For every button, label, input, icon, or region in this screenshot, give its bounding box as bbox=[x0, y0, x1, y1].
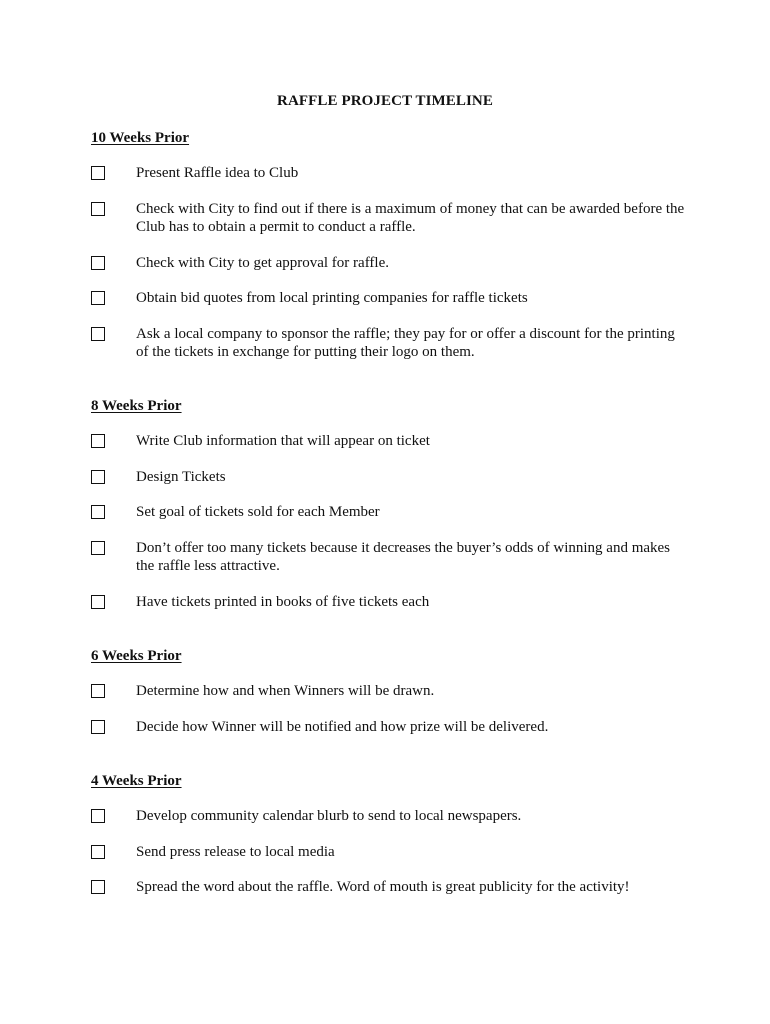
checklist-item-text: Determine how and when Winners will be drawn. bbox=[136, 683, 435, 699]
section-heading-4-weeks: 4 Weeks Prior bbox=[91, 773, 182, 789]
checklist-item-text: Write Club information that will appear on ticket bbox=[136, 433, 430, 449]
section-heading-10-weeks: 10 Weeks Prior bbox=[91, 130, 190, 146]
checkbox[interactable] bbox=[91, 434, 105, 448]
section-heading-8-weeks: 8 Weeks Prior bbox=[91, 398, 182, 414]
checklist-item-text: Develop community calendar blurb to send to local newspapers. bbox=[136, 808, 522, 824]
checklist-item-text: Check with City to find out if there is a maximum of money that can be awarded before the Club has to obtain a permit to conduct a raffle. bbox=[136, 201, 685, 235]
checkbox[interactable] bbox=[91, 880, 105, 894]
checkbox[interactable] bbox=[91, 595, 105, 609]
checklist-item-text: Check with City to get approval for raffle. bbox=[136, 255, 389, 271]
checkbox[interactable] bbox=[91, 470, 105, 484]
checkbox[interactable] bbox=[91, 845, 105, 859]
checkbox[interactable] bbox=[91, 505, 105, 519]
checklist-item-text: Present Raffle idea to Club bbox=[136, 165, 299, 181]
checklist-item-text: Design Tickets bbox=[136, 469, 226, 485]
checklist-item-text: Ask a local company to sponsor the raffle; they pay for or offer a discount for the printing of the tickets in exchange for putting their logo on them. bbox=[136, 326, 675, 360]
checkbox[interactable] bbox=[91, 720, 105, 734]
checklist-item-text: Don’t offer too many tickets because it decreases the buyer’s odds of winning and makes the raffle less attractive. bbox=[136, 540, 671, 574]
checkbox[interactable] bbox=[91, 202, 105, 216]
checklist-item-text: Have tickets printed in books of five tickets each bbox=[136, 594, 430, 610]
checkbox[interactable] bbox=[91, 541, 105, 555]
checklist-item-text: Set goal of tickets sold for each Member bbox=[136, 504, 380, 520]
checkbox[interactable] bbox=[91, 166, 105, 180]
section-heading-6-weeks: 6 Weeks Prior bbox=[91, 648, 182, 664]
checkbox[interactable] bbox=[91, 291, 105, 305]
checkbox[interactable] bbox=[91, 809, 105, 823]
checklist-item-text: Send press release to local media bbox=[136, 844, 335, 860]
checklist-item-text: Decide how Winner will be notified and how prize will be delivered. bbox=[136, 719, 549, 735]
checkbox[interactable] bbox=[91, 327, 105, 341]
checkbox[interactable] bbox=[91, 256, 105, 270]
page-title: RAFFLE PROJECT TIMELINE bbox=[277, 93, 493, 109]
checklist-item-text: Spread the word about the raffle. Word of mouth is great publicity for the activity! bbox=[136, 879, 630, 895]
checkbox[interactable] bbox=[91, 684, 105, 698]
checklist-item-text: Obtain bid quotes from local printing companies for raffle tickets bbox=[136, 290, 528, 306]
